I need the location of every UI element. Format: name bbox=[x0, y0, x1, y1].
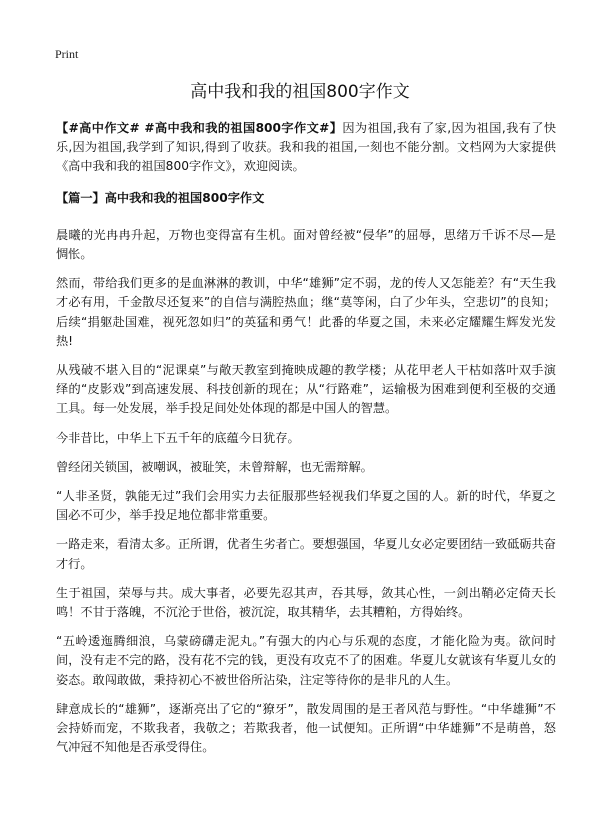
paragraph-9: “五岭逶迤腾细浪，乌蒙磅礴走泥丸。”有强大的内心与乐观的态度，才能化险为夷。欲问时间，没有走不完的路，没有花不完的钱，更没有攻克不了的困难。华夏儿女就该有华夏儿女的姿态。敢闯敢做，秉持初心不被世俗所沾染，注定等待你的是非凡的人生。 bbox=[56, 634, 556, 687]
section-heading: 【篇一】高中我和我的祖国800字作文 bbox=[56, 190, 265, 205]
article-body bbox=[56, 119, 556, 767]
paragraph-4: 今非昔比，中华上下五千年的底蕴今日犹存。 bbox=[56, 430, 300, 445]
page-title: 高中我和我的祖国800字作文 bbox=[190, 82, 410, 102]
print-link[interactable]: Print bbox=[55, 47, 79, 61]
paragraph-2: 然而，带给我们更多的是血淋淋的教训，中华“雄狮”定不弱，龙的传人又怎能差？有“天生我才必有用，千金散尽还复来”的自信与满腔热血；继“莫等闲，白了少年头，空悲切”的良知；后续“捐躯赴国难，视死忽如归”的英猛和勇气！此番的华夏之国，未来必定耀耀生辉发光发热! bbox=[56, 276, 556, 348]
paragraph-5: 曾经闭关锁国，被嘲讽，被耻笑，未曾辩解，也无需辩解。 bbox=[56, 459, 373, 474]
paragraph-1: 晨曦的光冉冉升起，万物也变得富有生机。面对曾经被“侵华”的屈辱，思绪万千诉不尽—是惆怅。 bbox=[56, 227, 556, 262]
paragraph-3: 从残破不堪入目的“泥课桌”与敞天教室到掩映成趣的教学楼；从花甲老人干枯如落叶双手演绎的“皮影戏”到高速发展、科技创新的现在；从“行路难”，运输极为困难到便利至极的交通工具。每一处发展，举手投足间处处体现的都是中国人的智慧。 bbox=[56, 363, 556, 416]
paragraph-10: 肆意成长的“雄狮”，逐渐亮出了它的“獠牙”，散发周围的是王者风范与野性。“中华雄狮”不会持娇而宠，不欺我者，我敬之；若欺我者，他一试便知。正所谓“中华雄狮”不是萌兽，怒气冲冠不知他是否承受得住。 bbox=[56, 701, 556, 755]
intro-text: 因为祖国,我有了家,因为祖国,我有了快乐,因为祖国,我学到了知识,得到了收获。我和我的祖国,一刻也不能分割。文档网为大家提供《高中我和我的祖国800字作文》，欢迎阅读。 bbox=[56, 121, 557, 174]
paragraph-6: “人非圣贤，孰能无过”我们会用实力去征服那些轻视我们华夏之国的人。新的时代，华夏之国必不可少，举手投足地位都非常重要。 bbox=[56, 489, 556, 523]
paragraph-8: 生于祖国，荣辱与共。成大事者，必要先忍其声，吞其辱，敛其心性，一剑出鞘必定倚天长鸣！不甘于落魄，不沉沦于世俗，被沉淀，取其精华，去其糟粕，方得始终。 bbox=[56, 585, 556, 620]
intro-tag: 【#高中作文# #高中我和我的祖国800字作文#】 bbox=[56, 121, 343, 135]
intro-paragraph bbox=[56, 119, 556, 177]
paragraph-7: 一路走来，看清太多。正所谓，优者生劣者亡。要想强国，华夏儿女必定要团结一致砥砺共奋才行。 bbox=[56, 537, 556, 571]
